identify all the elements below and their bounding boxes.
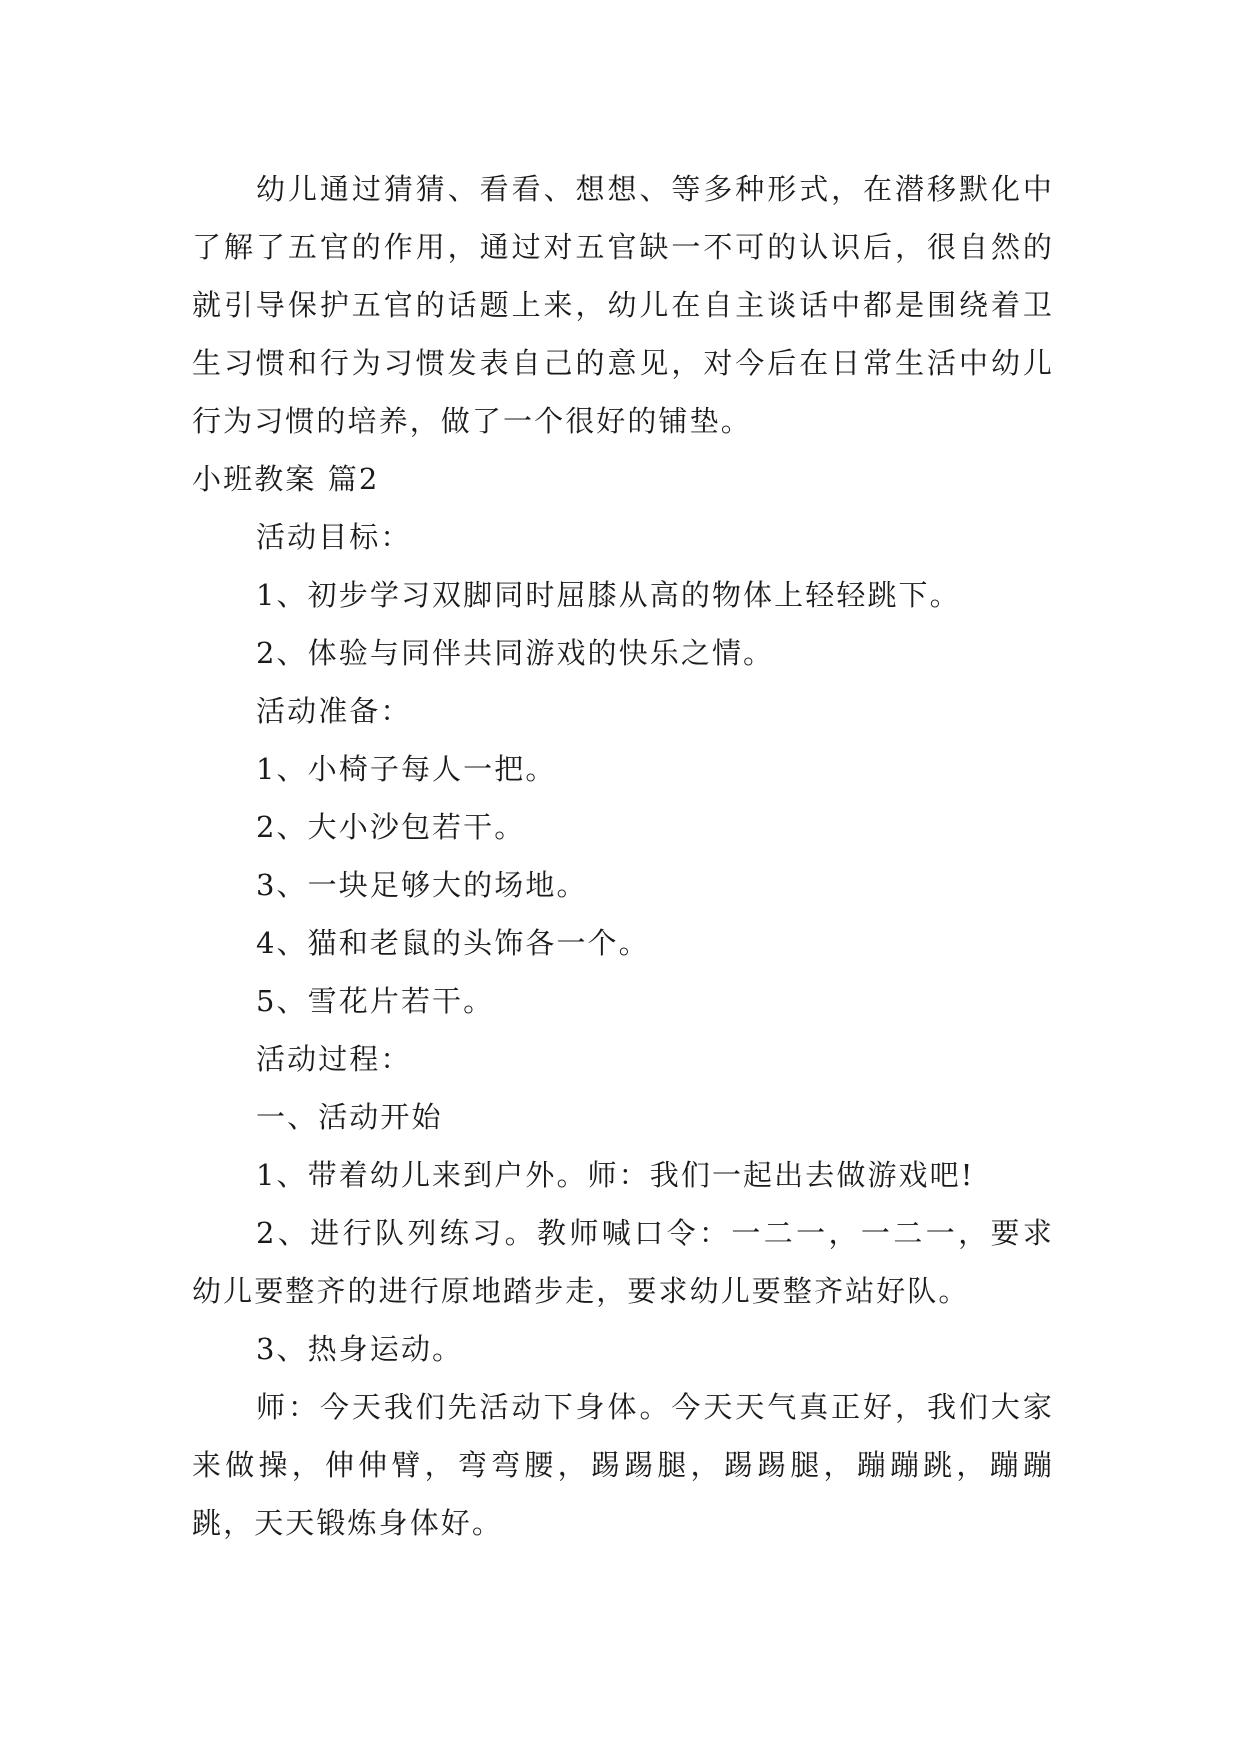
paragraph-prep-2: 2、大小沙包若干。 [256,810,526,844]
paragraph-goals-title: 活动目标： [256,520,412,554]
paragraph-process-part-1: 一、活动开始 [256,1100,443,1134]
paragraph-prep-title: 活动准备： [256,694,412,728]
paragraph-prep-5: 5、雪花片若干。 [256,984,495,1018]
paragraph-process-step-1: 1、带着幼儿来到户外。师：我们一起出去做游戏吧! [256,1158,975,1192]
document-page [192,160,1054,1552]
paragraph-process-step-3: 3、热身运动。 [256,1332,464,1366]
paragraph-goal-2: 2、体验与同伴共同游戏的快乐之情。 [256,636,775,670]
paragraph-teacher-speech: 师：今天我们先活动下身体。今天天气真正好，我们大家来做操，伸伸臂，弯弯腰，踢踢腿，踢踢腿，蹦蹦跳，蹦蹦跳，天天锻炼身体好。 [192,1390,1054,1540]
paragraph-prep-3: 3、一块足够大的场地。 [256,868,588,902]
paragraph-process-title: 活动过程： [256,1042,412,1076]
paragraph-goal-1: 1、初步学习双脚同时屈膝从高的物体上轻轻跳下。 [256,578,961,612]
paragraph-summary: 幼儿通过猜猜、看看、想想、等多种形式，在潜移默化中了解了五官的作用，通过对五官缺一不可的认识后，很自然的就引导保护五官的话题上来，幼儿在自主谈话中都是围绕着卫生习惯和行为习惯发表自己的意见，对今后在日常生活中幼儿行为习惯的培养，做了一个很好的铺垫。 [192,172,1054,438]
paragraph-process-step-2: 2、进行队列练习。教师喊口令：一二一，一二一，要求幼儿要整齐的进行原地踏步走，要求幼儿要整齐站好队。 [192,1216,1054,1308]
paragraph-prep-1: 1、小椅子每人一把。 [256,752,557,786]
paragraph-prep-4: 4、猫和老鼠的头饰各一个。 [256,926,650,960]
section-heading: 小班教案 篇2 [192,462,380,496]
